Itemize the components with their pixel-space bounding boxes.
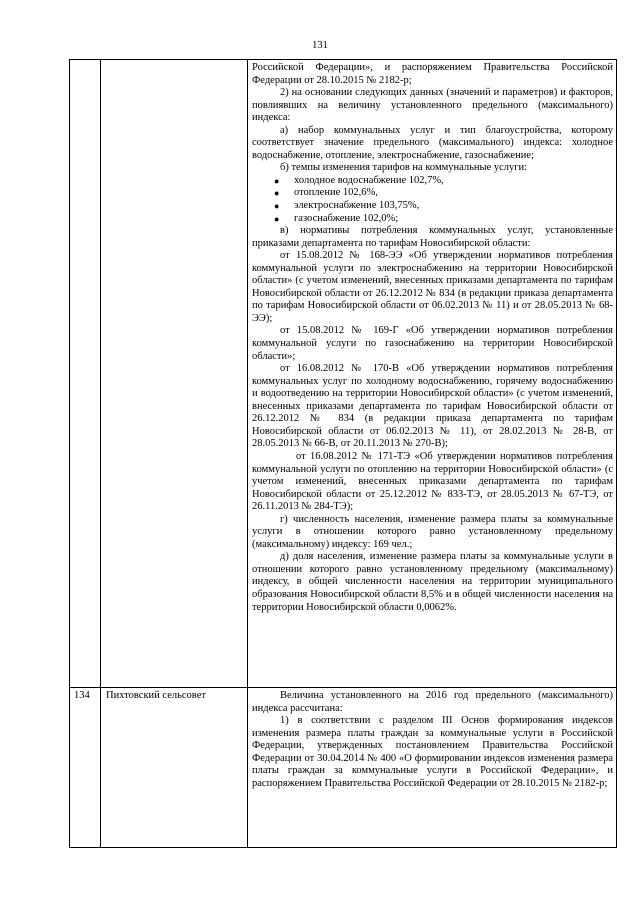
municipality-name-cell [101, 688, 248, 848]
paragraph: от 15.08.2012 № 168-ЭЭ «Об утверждении нормативов потребления коммунальной услуги по электроснабжению на территории Новосибирской области» (с учетом изменений, внесенных приказами департамента по тарифам Новосибирской области от 26.12.2012 № 834 (в редакции приказа департамента по тарифам Новосибирской области от 06.02.2013 № 11) и от 28.05.2013 № 68-ЭЭ); [252, 250, 613, 324]
document-table [69, 59, 617, 848]
bullet-icon: ● [274, 201, 280, 212]
municipality-name: Пихтовский сельсовет [106, 690, 206, 701]
paragraph: 2) на основании следующих данных (значений и параметров) и факторов, повлиявших на величину установленного предельного (максимального) индекса: [252, 87, 613, 124]
paragraph: Российской Федерации», и распоряжением Правительства Российской Федерации от 28.10.2015 № 2182-р; [252, 62, 613, 86]
paragraph: 1) в соответствии с разделом III Основ формирования индексов изменения размера платы граждан за коммунальные услуги в Российской Федерации, утвержденных постановлением Правительства Российской Федерации от 30.04.2014 № 400 «О формировании индексов изменения размера платы граждан за коммунальные услуги в Российской Федерации», и распоряжением Правительства Российской Федерации от 28.10.2015 № 2182-р; [252, 715, 613, 789]
row-number-cell [70, 60, 101, 688]
paragraph: б) темпы изменения тарифов на коммунальные услуги: [280, 162, 528, 174]
paragraph: а) набор коммунальных услуг и тип благоустройства, которому соответствует значение предельного (максимального) индекса: холодное водоснабжение, отопление, электроснабжение, газоснабжение; [252, 124, 613, 161]
paragraph: от 16.08.2012 № 171-ТЭ «Об утверждении нормативов потребления коммунальной услуги по отоплению на территории Новосибирской области» (с учетом изменений, внесенных приказами департамента по тарифам Новосибирской области от 25.12.2012 № 833-ТЭ, от 28.05.2013 № 67-ТЭ, от 26.11.2013 № 284-ТЭ); [252, 450, 613, 513]
list-item: ● отопление 102,6%, [274, 187, 378, 199]
description-cell [248, 60, 617, 688]
bullet-icon: ● [274, 175, 280, 186]
list-item: ● газоснабжение 102,0%; [274, 212, 399, 224]
paragraph: от 16.08.2012 № 170-В «Об утверждении нормативов потребления коммунальных услуг по холодному водоснабжению, горячему водоснабжению и водоотведению на территории Новосибирской области» (с учетом изменений, внесенных приказами департамента по тарифам Новосибирской области от 26.12.2012 № 834 (в редакции приказа департамента по тарифам Новосибирской области от 06.02.2013 № 11), от 28.02.2013 № 28-В, от 28.05.2013 № 66-В, от 20.11.2013 № 270-В); [252, 363, 613, 450]
paragraph: от 15.08.2012 № 169-Г «Об утверждении нормативов потребления коммунальной услуги по газоснабжению на территории Новосибирской области»; [252, 325, 613, 362]
paragraph: Величина установленного на 2016 год предельного (максимального) индекса рассчитана: [252, 690, 613, 714]
row-number-cell [70, 688, 101, 848]
table-row [70, 60, 617, 688]
paragraph: г) численность населения, изменение размера платы за коммунальные услуги в отношении которого равно установленному предельному (максимальному) индексу: 169 чел.; [252, 513, 613, 550]
table-row [70, 688, 617, 848]
paragraph: д) доля населения, изменение размера платы за коммунальные услуги в отношении которого равно установленному предельному (максимальному) индексу, в общей численности населения на территории муниципального образования Новосибирской области 8,5% и в общей численности населения на территории Новосибирской области 0,0062%. [252, 551, 613, 613]
municipality-name-cell [101, 60, 248, 688]
description-cell [248, 688, 617, 848]
tariff-list [252, 175, 613, 225]
list-item: ● электроснабжение 103,75%, [274, 200, 420, 212]
paragraph: в) нормативы потребления коммунальных услуг, установленные приказами департамента по тарифам Новосибирской области: [252, 225, 613, 249]
row-number: 134 [74, 690, 90, 701]
bullet-icon: ● [274, 213, 280, 224]
list-item: ● холодное водоснабжение 102,7%, [274, 174, 444, 186]
bullet-icon: ● [274, 188, 280, 199]
page-number: 131 [312, 40, 328, 51]
